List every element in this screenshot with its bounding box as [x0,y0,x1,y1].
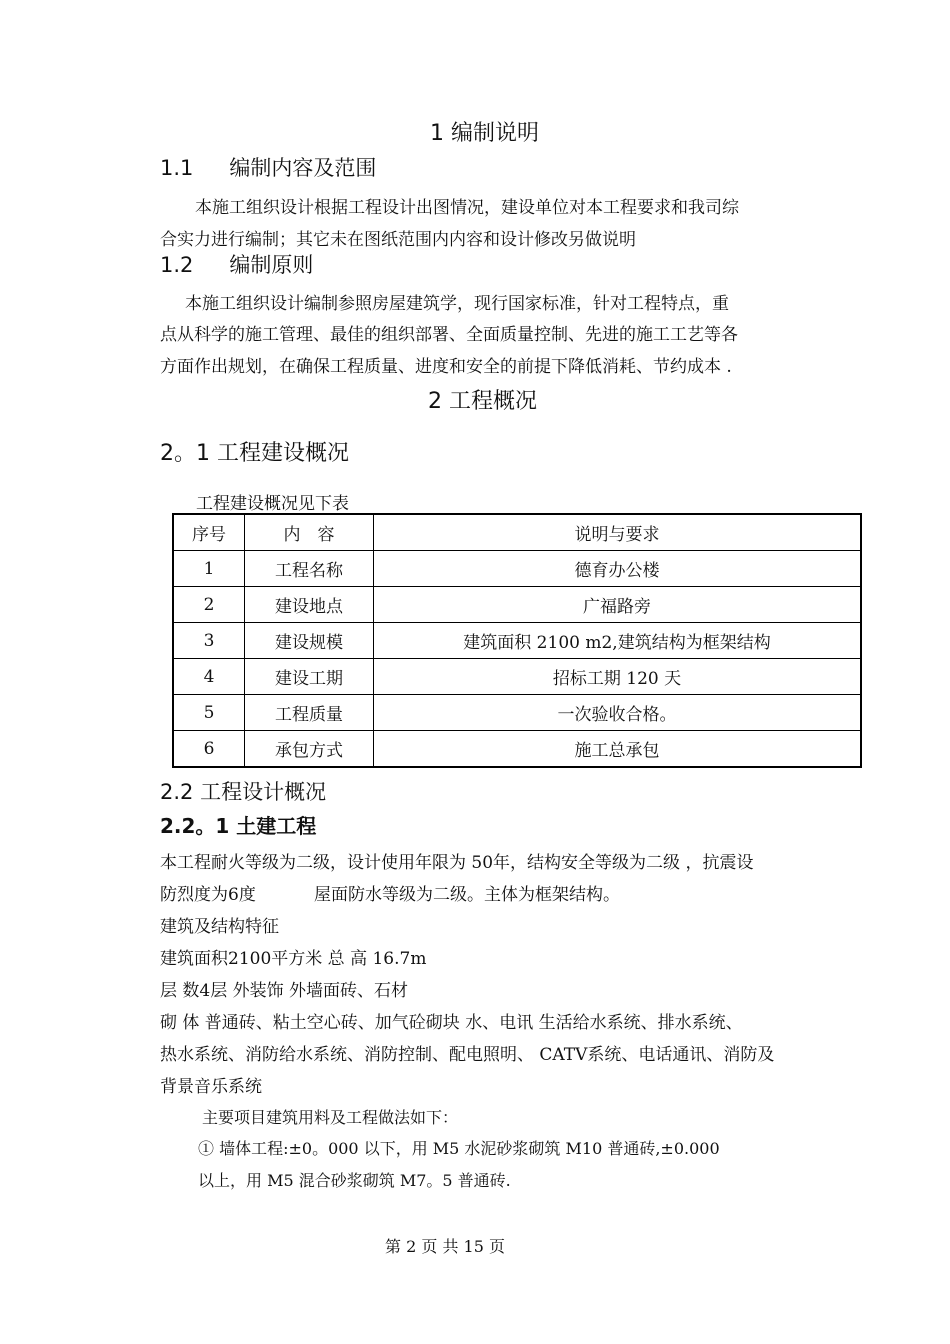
table-cell: 建设规模 [245,623,374,659]
table-cell: 建设地点 [245,587,374,623]
table-cell: 招标工期 120 天 [374,659,862,695]
table-cell: 工程名称 [245,551,374,587]
table-row [173,731,861,768]
header-cell: 说明与要求 [374,514,862,551]
body-line: 建筑及结构特征 [160,917,279,937]
header-cell: 序号 [173,514,245,551]
table-cell: 施工总承包 [374,731,862,768]
body-line: 背景音乐系统 [160,1077,262,1097]
table-cell: 工程质量 [245,695,374,731]
table-cell: 建设工期 [245,659,374,695]
table-cell: 承包方式 [245,731,374,768]
body-line: 层 数4层 外装饰 外墙面砖、石材 [160,981,409,1001]
body-line: 主要项目建筑用料及工程做法如下： [202,1108,459,1127]
section-1-1-number: 1.1 [160,156,194,180]
table-row [173,623,861,659]
paragraph-1-1-line1: 本施工组织设计根据工程设计出图情况，建设单位对本工程要求和我司综 [195,198,739,218]
table-row [173,659,861,695]
section-2-1-heading: 2。1 工程建设概况 [160,441,349,466]
paragraph-1-2-line2: 点从科学的施工管理、最佳的组织部署、全面质量控制、先进的施工工艺等各 [160,325,738,345]
section-1-2-number: 1.2 [160,253,194,277]
body-line: 砌 体 普通砖、粘土空心砖、加气砼砌块 水、电讯 生活给水系统、排水系统、 [160,1013,743,1033]
table-cell: 一次验收合格。 [374,695,862,731]
section-1-1-title: 编制内容及范围 [229,156,377,180]
body-line: 以上，用 M5 混合砂浆砌筑 M7。5 普通砖. [198,1171,511,1190]
table-cell: 4 [173,659,245,695]
paragraph-1-1-line2: 合实力进行编制；其它未在图纸范围内内容和设计修改另做说明 [160,230,636,250]
page-footer: 第 2 页 共 15 页 [385,1237,505,1256]
table-cell: 2 [173,587,245,623]
section-1-2-title: 编制原则 [229,253,314,277]
body-line: ① 墙体工程:±0。000 以下，用 M5 水泥砂浆砌筑 M10 普通砖,±0.000 [198,1139,720,1158]
table-cell: 德育办公楼 [374,551,862,587]
body-line: 热水系统、消防给水系统、消防控制、配电照明、 CATV系统、电话通讯、消防及 [160,1045,775,1065]
section-1-1-heading [160,152,376,182]
header-cell: 内 容 [245,514,374,551]
table-caption: 工程建设概况见下表 [196,494,349,514]
table-cell: 广福路旁 [374,587,862,623]
table-cell: 1 [173,551,245,587]
overview-table [172,513,862,768]
table-cell: 建筑面积 2100 m2,建筑结构为框架结构 [374,623,862,659]
section-2-2-heading: 2.2 工程设计概况 [160,780,327,804]
body-line: 建筑面积2100平方米 总 高 16.7m [160,949,427,969]
paragraph-1-2-line1: 本施工组织设计编制参照房屋建筑学，现行国家标准，针对工程特点，重 [185,294,729,314]
paragraph-1-2-line3: 方面作出规划，在确保工程质量、进度和安全的前提下降低消耗、节约成本 . [160,357,732,377]
table-cell: 6 [173,731,245,768]
table-row [173,551,861,587]
table-cell: 3 [173,623,245,659]
section-1-2-heading [160,249,313,279]
table-header-row [173,514,861,551]
body-line: 本工程耐火等级为二级，设计使用年限为 50年，结构安全等级为二级 ，抗震设 [160,853,754,873]
table-row [173,587,861,623]
section-2-2-1-heading: 2.2。1 土建工程 [160,814,317,838]
section-1-heading: 1 编制说明 [430,121,539,146]
table-row [173,695,861,731]
table-cell: 5 [173,695,245,731]
body-line: 屋面防水等级为二级。主体为框架结构。 [314,885,620,905]
section-2-heading: 2 工程概况 [428,389,537,414]
body-line: 防烈度为6度 [160,885,256,905]
